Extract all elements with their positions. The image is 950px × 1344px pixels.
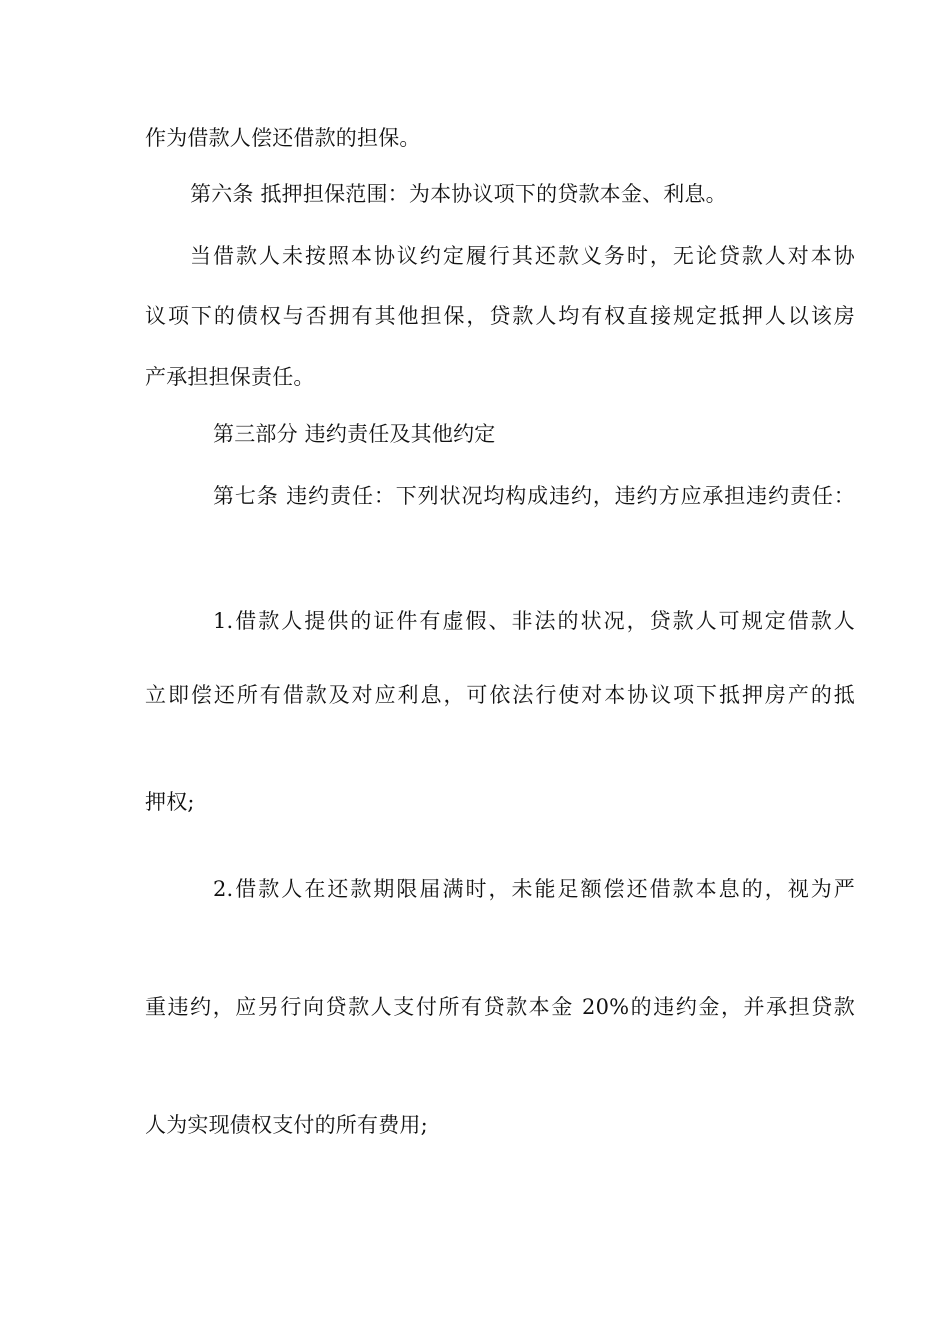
paragraph-line: 当借款人未按照本协议约定履行其还款义务时，无论贷款人对本协 [190, 244, 855, 268]
article-6-heading: 第六条 抵押担保范围：为本协议项下的贷款本金、利息。 [190, 182, 727, 206]
clause-2-line: 2.借款人在还款期限届满时，未能足额偿还借款本息的，视为严 [213, 877, 855, 901]
clause-1-line: 押权; [145, 790, 195, 814]
clause-1-line: 立即偿还所有借款及对应利息，可依法行使对本协议项下抵押房产的抵 [145, 683, 855, 707]
clause-2-line: 人为实现债权支付的所有费用; [145, 1113, 428, 1137]
article-7-heading: 第七条 违约责任：下列状况均构成违约，违约方应承担违约责任： [213, 484, 855, 508]
paragraph-line: 作为借款人偿还借款的担保。 [145, 126, 421, 150]
paragraph-line: 议项下的债权与否拥有其他担保，贷款人均有权直接规定抵押人以该房 [145, 304, 855, 328]
paragraph-line: 产承担担保责任。 [145, 365, 315, 389]
clause-1-line: 1.借款人提供的证件有虚假、非法的状况，贷款人可规定借款人 [213, 609, 855, 633]
part-3-heading: 第三部分 违约责任及其他约定 [213, 422, 496, 446]
clause-2-line: 重违约，应另行向贷款人支付所有贷款本金 20%的违约金，并承担贷款 [145, 995, 855, 1019]
